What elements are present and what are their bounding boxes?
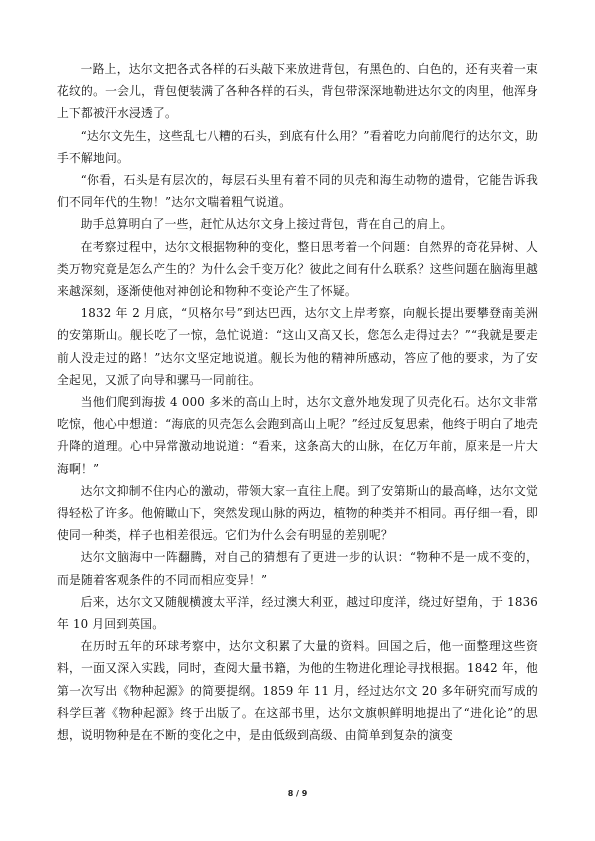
paragraph-11: 在历时五年的环球考察中，达尔文积累了大量的资料。回国之后，他一面整理这些资料，一面又深入实践，同时，查阅大量书籍，为他的生物进化理论寻找根据。1842 年，他第一次写出《物种起源》的简要提纲。1859 年 11 月，经过达尔文 20 多年研究而写成的科学巨著《物种起源》终于出版了。在这部书里，达尔文旗帜鲜明地提出了“进化论”的思想，说明物种是在不断的变化之中，是由低级到高级、由简单到复杂的演变 <box>57 639 538 743</box>
paragraph-10: 后来，达尔文又随舰横渡太平洋，经过澳大利亚，越过印度洋，绕过好望角，于 1836 年 10 月回到英国。 <box>57 594 538 632</box>
paragraph-1: 一路上，达尔文把各式各样的石头敲下来放进背包，有黑色的、白色的，还有夹着一束花纹的。一会儿，背包便装满了各种各样的石头，背包带深深地勒进达尔文的肉里，他浑身上下都被汗水浸透了。 <box>57 62 538 121</box>
page-number: 8 / 9 <box>287 789 308 798</box>
document-body <box>57 58 538 746</box>
paragraph-3: “你看，石头是有层次的，每层石头里有着不同的贝壳和海生动物的遗骨，它能告诉我们不同年代的生物！”达尔文喘着粗气说道。 <box>57 173 538 210</box>
paragraph-9: 达尔文脑海中一阵翻腾，对自己的猜想有了更进一步的认识：“物种不是一成不变的，而是随着客观条件的不同而相应变异！” <box>57 550 538 587</box>
paragraph-7: 当他们爬到海拔 4 000 多米的高山上时，达尔文意外地发现了贝壳化石。达尔文非常吃惊，他心中想道：“海底的贝壳怎么会跑到高山上呢？”经过反复思索，他终于明白了地壳升降的道理。心中异常激动地说道：“看来，这条高大的山脉，在亿万年前，原来是一片大海啊！” <box>57 395 538 476</box>
paragraph-2: “达尔文先生，这些乱七八糟的石头，到底有什么用？”看着吃力向前爬行的达尔文，助手不解地问。 <box>57 128 538 165</box>
paragraph-8: 达尔文抑制不住内心的激动，带领大家一直往上爬。到了安第斯山的最高峰，达尔文觉得轻松了许多。他俯瞰山下，突然发现山脉的两边，植物的种类并不相同。再仔细一看，即使同一种类，样子也相差很远。它们为什么会有明显的差别呢？ <box>57 483 538 543</box>
paragraph-5: 在考察过程中，达尔文根据物种的变化，整日思考着一个问题：自然界的奇花异树、人类万物究竟是怎么产生的？为什么会千变万化？彼此之间有什么联系？这些问题在脑海里越来越深刻，逐渐使他对神创论和物种不变论产生了怀疑。 <box>57 239 538 299</box>
paragraph-4: 助手总算明白了一些，赶忙从达尔文身上接过背包，背在自己的肩上。 <box>80 217 453 232</box>
paragraph-6: 1832 年 2 月底，“贝格尔号”到达巴西，达尔文上岸考察，向舰长提出要攀登南美洲的安第斯山。舰长吃了一惊，急忙说道：“这山又高又长，您怎么走得过去？”“我就是要走前人没走过的路！”达尔文坚定地说道。舰长为他的精神所感动，答应了他的要求，为了安全起见，又派了向导和骡马一同前往。 <box>57 306 538 387</box>
